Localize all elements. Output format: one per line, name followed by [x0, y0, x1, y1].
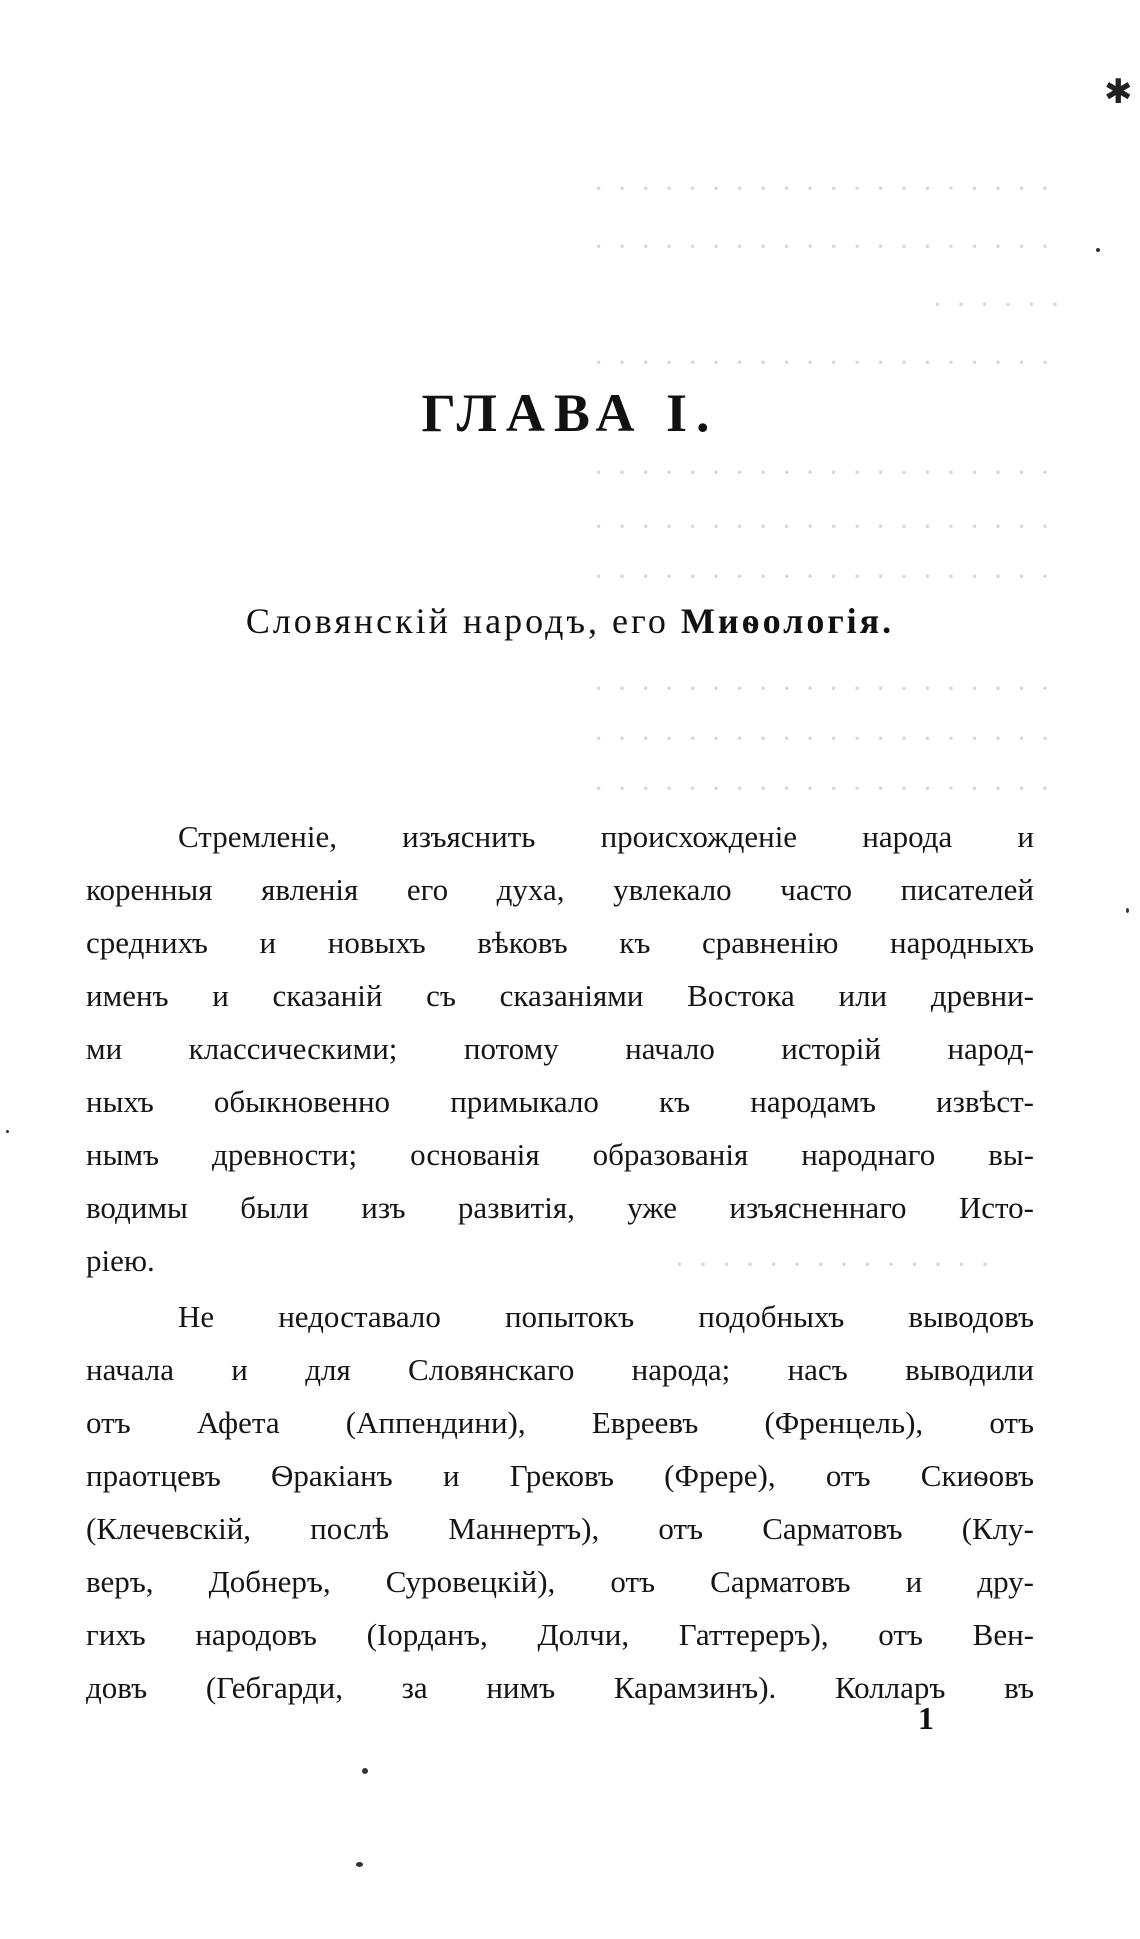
text-line: Стремленіе, изъяснить происхожденіе народа и — [178, 819, 1034, 854]
text-line: отъ Афета (Аппендини), Евреевъ (Френцель), отъ — [86, 1405, 1034, 1440]
bleed-through-line: · · · · · · · · · · · · · · · · · · · · — [590, 722, 1050, 755]
paragraph-2 — [86, 1290, 1034, 1714]
chapter-title: ГЛАВА I. — [421, 383, 719, 443]
chapter-subtitle-text: Словянскій народъ, его — [245, 601, 681, 641]
print-speck — [362, 1768, 368, 1774]
print-speck — [6, 1130, 9, 1133]
text-line: коренныя явленія его духа, увлекало часто писателей — [86, 872, 1034, 907]
text-line: праотцевъ Ѳракіанъ и Грековъ (Фрере), отъ Скиѳовъ — [86, 1458, 1034, 1493]
bleed-through-line: · · · · · · · · · · · · · · · · · · · · — [590, 172, 1050, 205]
bleed-through-line: · · · · · · · · · · · · · · · · · · · · — [590, 456, 1050, 489]
bleed-through-line: · · · · · · — [929, 288, 1060, 321]
text-line: (Клечевскій, послѣ Маннертъ), отъ Сарматовъ (Клу- — [86, 1511, 1034, 1546]
chapter-subtitle-emphasis: Миѳологія. — [680, 601, 895, 641]
text-line: нымъ древности; основанія образованія народнаго вы- — [86, 1137, 1034, 1172]
print-speck — [1126, 908, 1129, 913]
text-line: именъ и сказаній съ сказаніями Востока или древни- — [86, 978, 1034, 1013]
text-line: ныхъ обыкновенно примыкало къ народамъ извѣст- — [86, 1084, 1034, 1119]
bleed-through-line: · · · · · · · · · · · · · · · · · · · · — [590, 346, 1050, 379]
bleed-through-line: · · · · · · · · · · · · · · · · · · · · — [590, 672, 1050, 705]
bleed-through-line: · · · · · · · · · · · · · · · · · · · · — [590, 560, 1050, 593]
text-line: довъ (Гебгарди, за нимъ Карамзинъ). Колларъ въ — [86, 1670, 1034, 1705]
text-line: ми классическими; потому начало исторій народ- — [86, 1031, 1034, 1066]
text-line: гихъ народовъ (Іорданъ, Долчи, Гаттереръ), отъ Вен- — [86, 1617, 1034, 1652]
bleed-through-line: · · · · · · · · · · · · · · · · · · · · — [590, 772, 1050, 805]
bleed-through-line: · · · · · · · · · · · · · · · · · · · · — [590, 510, 1050, 543]
paragraph-1 — [86, 810, 1034, 1287]
corner-stain-mark: ✱ — [1104, 72, 1133, 112]
text-line: среднихъ и новыхъ вѣковъ къ сравненію народныхъ — [86, 925, 1034, 960]
text-line: водимы были изъ развитія, уже изъясненнаго Исто- — [86, 1190, 1034, 1225]
page-number: 1 — [918, 1700, 934, 1736]
bleed-through-line: · · · · · · · · · · · · · · · · · · · · — [590, 230, 1050, 263]
text-line: Не недоставало попытокъ подобныхъ выводовъ — [178, 1299, 1034, 1334]
text-line: ріею. — [86, 1243, 155, 1278]
chapter-subtitle — [0, 600, 1140, 642]
text-line: начала и для Словянскаго народа; насъ выводили — [86, 1352, 1034, 1387]
text-line: веръ, Добнеръ, Суровецкій), отъ Сарматовъ и дру- — [86, 1564, 1034, 1599]
print-speck — [1096, 248, 1100, 252]
bleed-through-line: · · · · · · · · · · · · · · — [671, 1248, 990, 1281]
print-speck — [356, 1862, 363, 1867]
